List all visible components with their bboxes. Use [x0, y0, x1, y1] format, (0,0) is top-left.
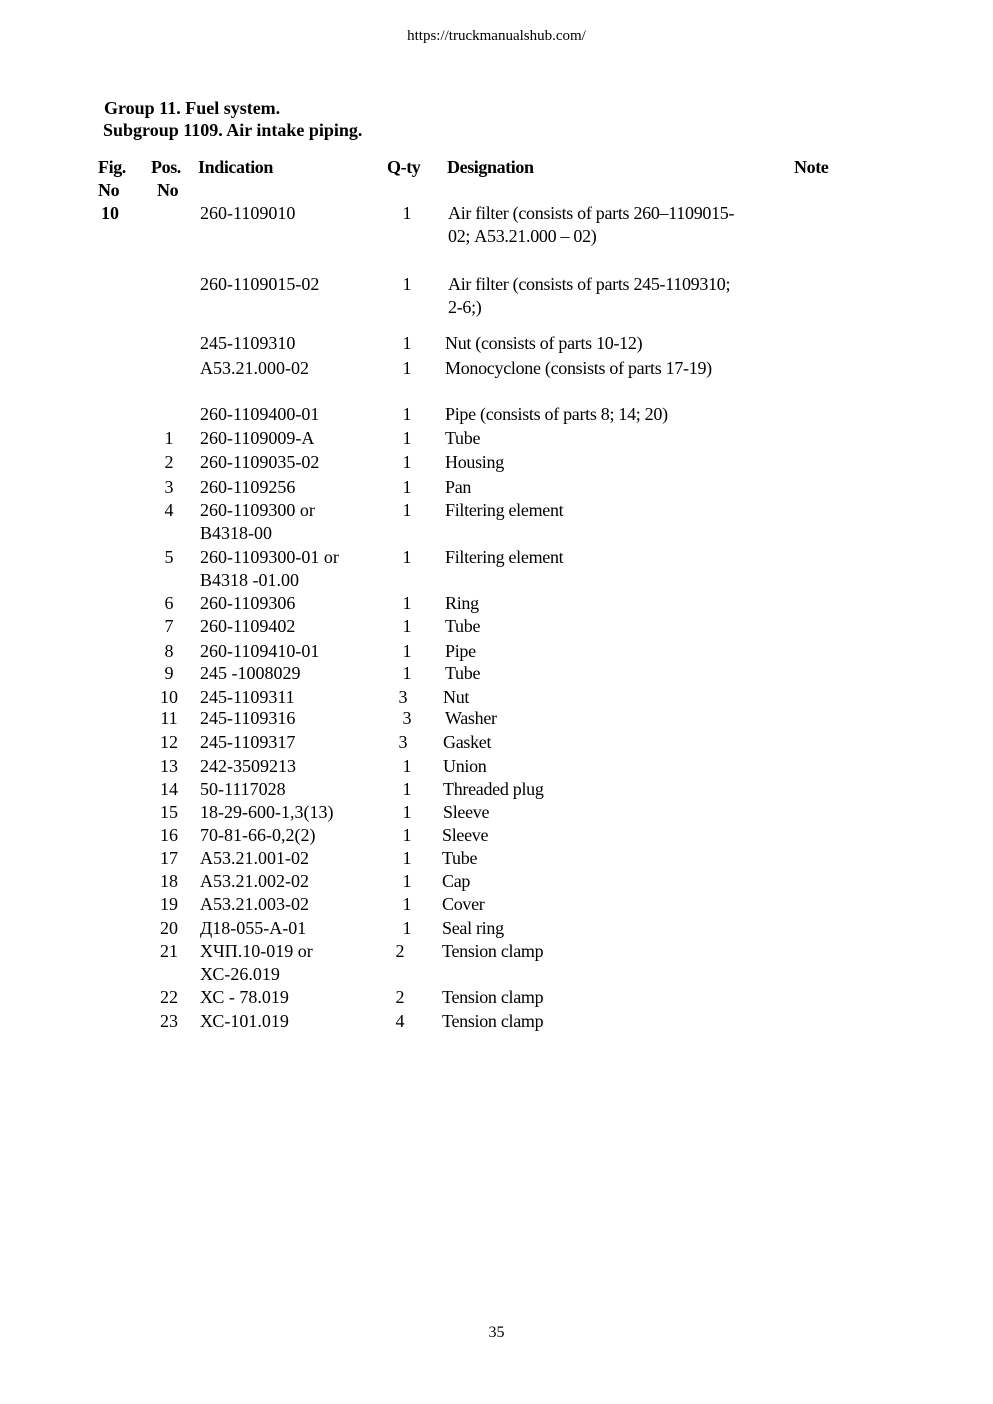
- quantity: 1: [402, 871, 412, 891]
- quantity: 1: [402, 802, 412, 822]
- header-pos-line1: Pos.: [151, 157, 181, 177]
- subgroup-title: Subgroup 1109. Air intake piping.: [103, 120, 363, 140]
- indication: 245-1109317: [200, 732, 296, 752]
- designation: Threaded plug: [443, 779, 544, 799]
- designation: Housing: [445, 452, 504, 472]
- quantity: 1: [402, 825, 412, 845]
- indication: А53.21.002-02: [200, 871, 309, 891]
- indication: 245-1109316: [200, 708, 296, 728]
- quantity: 1: [402, 547, 412, 567]
- quantity: 1: [402, 428, 412, 448]
- position-number: 14: [160, 779, 178, 799]
- designation: Gasket: [443, 732, 492, 752]
- designation: Tension clamp: [442, 1011, 544, 1031]
- position-number: 11: [160, 708, 178, 728]
- indication: 245-1109310: [200, 333, 296, 353]
- indication: 245-1109311: [200, 687, 295, 707]
- designation: Sleeve: [442, 825, 489, 845]
- designation: Nut (consists of parts 10-12): [445, 333, 643, 353]
- indication: 260-1109035-02: [200, 452, 320, 472]
- quantity: 1: [402, 894, 412, 914]
- quantity: 1: [402, 616, 412, 636]
- designation: Tube: [445, 663, 481, 683]
- designation: Cap: [442, 871, 471, 891]
- header-fig-line1: Fig.: [98, 157, 126, 177]
- indication: 260-1109010: [200, 203, 296, 223]
- designation: Seal ring: [442, 918, 504, 938]
- designation: Monocyclone (consists of parts 17-19): [445, 358, 712, 378]
- designation: Tube: [445, 428, 481, 448]
- designation: Ring: [445, 593, 479, 613]
- indication: ХС-26.019: [200, 964, 280, 984]
- page-number: 35: [488, 1324, 505, 1341]
- designation: Tube: [445, 616, 481, 636]
- designation: Tension clamp: [442, 987, 544, 1007]
- header-qty: Q-ty: [387, 157, 421, 177]
- designation: Cover: [442, 894, 485, 914]
- position-number: 1: [164, 428, 174, 448]
- indication: 242-3509213: [200, 756, 296, 776]
- header-fig-line2: No: [98, 180, 120, 200]
- fig-number: 10: [101, 203, 119, 223]
- position-number: 10: [160, 687, 178, 707]
- indication: 260-1109256: [200, 477, 296, 497]
- quantity: 1: [402, 848, 412, 868]
- designation: Tension clamp: [442, 941, 544, 961]
- indication: 260-1109306: [200, 593, 296, 613]
- indication: ХС - 78.019: [200, 987, 289, 1007]
- quantity: 1: [402, 663, 412, 683]
- header-indication: Indication: [198, 157, 274, 177]
- indication: В4318 -01.00: [200, 570, 299, 590]
- designation: Filtering element: [445, 547, 564, 567]
- quantity: 3: [398, 732, 408, 752]
- quantity: 1: [402, 452, 412, 472]
- indication: Д18-055-А-01: [200, 918, 307, 938]
- indication: 70-81-66-0,2(2): [200, 825, 316, 845]
- quantity: 1: [402, 358, 412, 378]
- quantity: 3: [398, 687, 408, 707]
- header-designation: Designation: [447, 157, 534, 177]
- position-number: 13: [160, 756, 178, 776]
- indication: ХЧП.10-019 or: [200, 941, 313, 961]
- position-number: 20: [160, 918, 178, 938]
- indication: А53.21.000-02: [200, 358, 309, 378]
- indication: 260-1109400-01: [200, 404, 320, 424]
- position-number: 7: [164, 616, 174, 636]
- designation: 02; А53.21.000 – 02): [448, 226, 597, 246]
- indication: 260-1109009-А: [200, 428, 315, 448]
- header-pos: [151, 156, 181, 202]
- quantity: 1: [402, 918, 412, 938]
- designation: Pipe (consists of parts 8; 14; 20): [445, 404, 668, 424]
- designation: Nut: [443, 687, 470, 707]
- position-number: 23: [160, 1011, 178, 1031]
- position-number: 16: [160, 825, 178, 845]
- position-number: 6: [164, 593, 174, 613]
- header-note: Note: [794, 157, 829, 177]
- designation: Tube: [442, 848, 478, 868]
- header-pos-line2: No: [157, 180, 179, 200]
- quantity: 1: [402, 404, 412, 424]
- quantity: 1: [402, 274, 412, 294]
- indication: 260-1109300-01 or: [200, 547, 339, 567]
- position-number: 15: [160, 802, 178, 822]
- position-number: 21: [160, 941, 178, 961]
- position-number: 12: [160, 732, 178, 752]
- indication: 260-1109300 or: [200, 500, 315, 520]
- designation: Washer: [445, 708, 497, 728]
- designation: Air filter (consists of parts 260–1109015-: [448, 203, 735, 223]
- indication: 260-1109402: [200, 616, 296, 636]
- designation: Air filter (consists of parts 245-1109310;: [448, 274, 731, 294]
- quantity: 2: [395, 941, 405, 961]
- quantity: 1: [402, 477, 412, 497]
- indication: А53.21.003-02: [200, 894, 309, 914]
- quantity: 1: [402, 756, 412, 776]
- quantity: 1: [402, 641, 412, 661]
- position-number: 3: [164, 477, 174, 497]
- position-number: 17: [160, 848, 178, 868]
- quantity: 1: [402, 203, 412, 223]
- indication: 245 -1008029: [200, 663, 301, 683]
- group-title: Group 11. Fuel system.: [104, 98, 281, 118]
- quantity: 1: [402, 779, 412, 799]
- position-number: 4: [164, 500, 174, 520]
- designation: Sleeve: [443, 802, 490, 822]
- quantity: 1: [402, 333, 412, 353]
- position-number: 2: [164, 452, 174, 472]
- quantity: 2: [395, 987, 405, 1007]
- indication: 18-29-600-1,3(13): [200, 802, 334, 822]
- indication: 260-1109015-02: [200, 274, 320, 294]
- designation: Filtering element: [445, 500, 564, 520]
- indication: А53.21.001-02: [200, 848, 309, 868]
- quantity: 1: [402, 593, 412, 613]
- indication: 260-1109410-01: [200, 641, 320, 661]
- quantity: 4: [395, 1011, 405, 1031]
- header-fig: [98, 156, 126, 202]
- indication: ХС-101.019: [200, 1011, 289, 1031]
- position-number: 8: [164, 641, 174, 661]
- position-number: 18: [160, 871, 178, 891]
- designation: 2-6;): [448, 297, 482, 317]
- designation: Union: [443, 756, 487, 776]
- position-number: 19: [160, 894, 178, 914]
- indication: 50-1117028: [200, 779, 286, 799]
- quantity: 3: [402, 708, 412, 728]
- indication: В4318-00: [200, 523, 272, 543]
- designation: Pipe: [445, 641, 476, 661]
- quantity: 1: [402, 500, 412, 520]
- designation: Pan: [445, 477, 472, 497]
- header-url: https://truckmanualshub.com/: [407, 28, 586, 44]
- position-number: 22: [160, 987, 178, 1007]
- position-number: 9: [164, 663, 174, 683]
- position-number: 5: [164, 547, 174, 567]
